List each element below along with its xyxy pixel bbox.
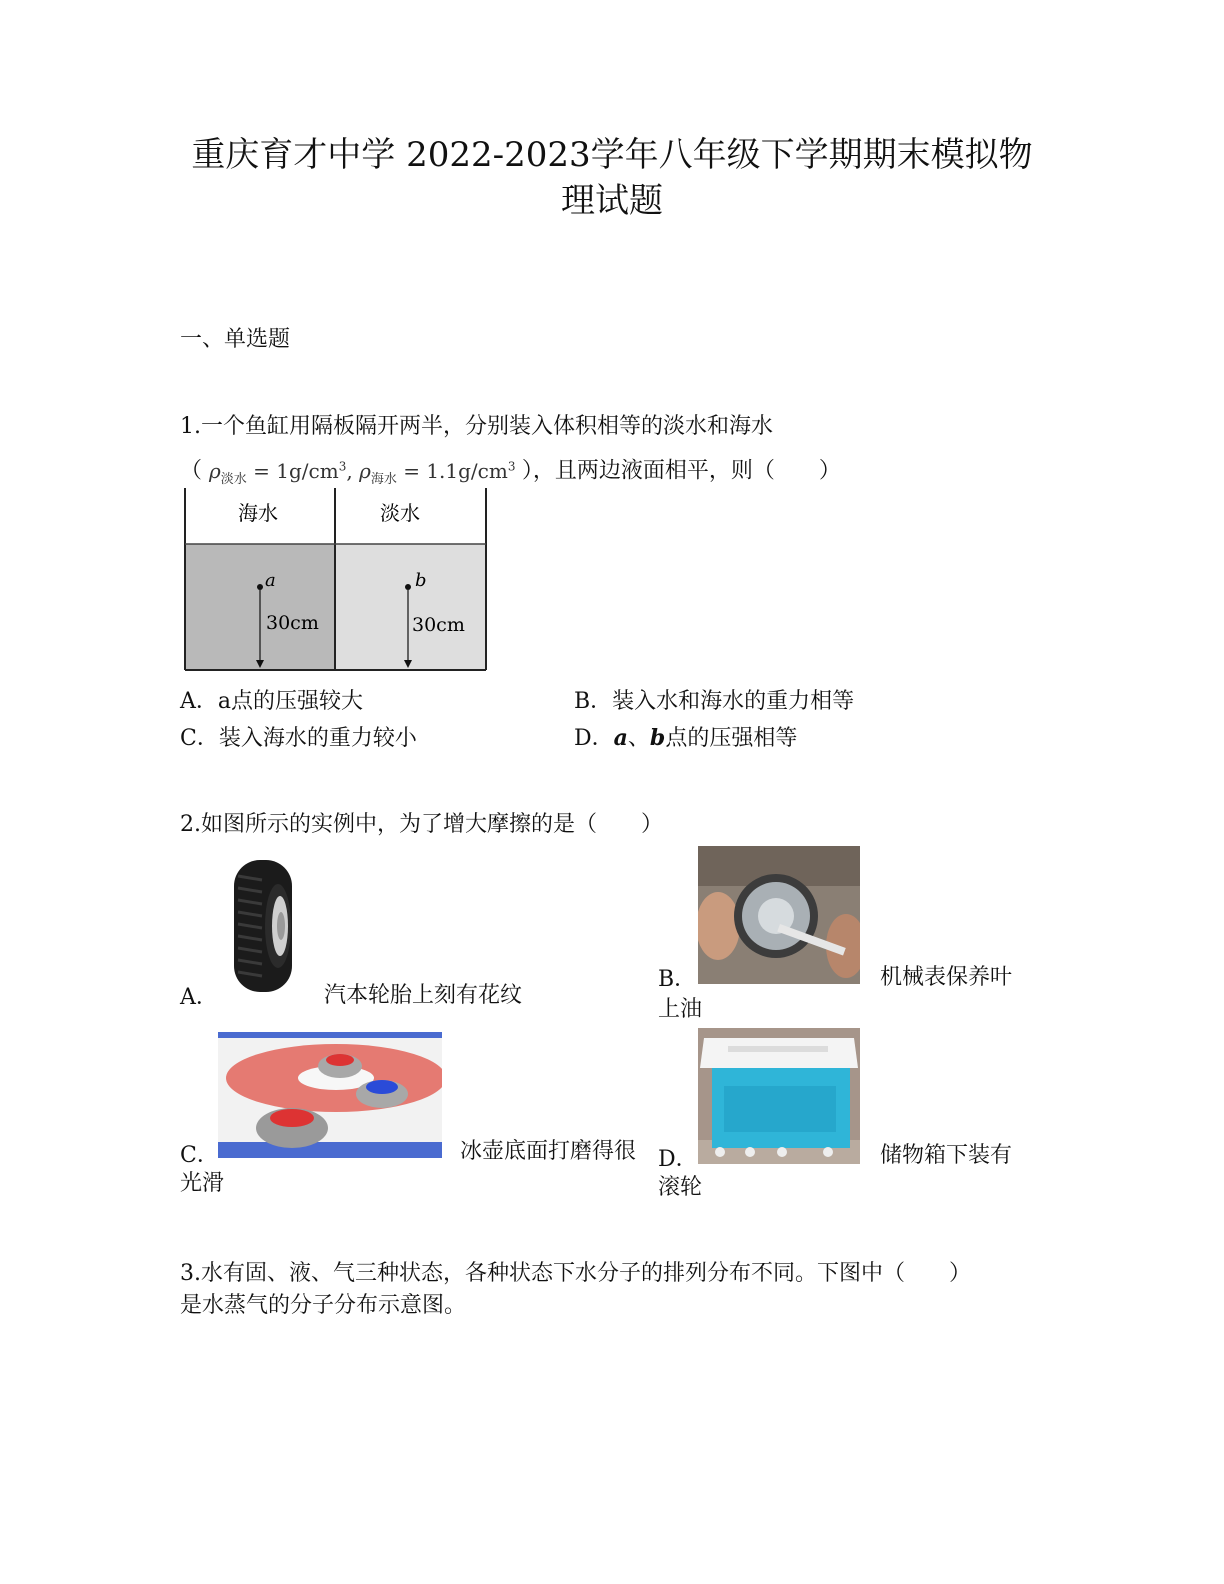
curling-image [218,1032,442,1158]
page-title-line1: 重庆育才中学 2022-2023学年八年级下学期期末模拟物 [191,135,1033,175]
section-heading: 一、单选题 [180,327,291,352]
q2-option-d[interactable]: D． [658,1147,698,1172]
q2-stem: 2.如图所示的实例中，为了增大摩擦的是（ ） [180,812,663,837]
q2-option-a-text: 汽本轮胎上刻有花纹 [324,983,523,1008]
point-a [257,584,263,590]
depth-a-label: 30cm [266,612,319,634]
tire-image [218,858,302,994]
q1-option-a[interactable]: A．a点的压强较大 [180,689,364,714]
q1-paren-open: （ [180,458,203,484]
q1-option-d-letter: D． [574,726,614,751]
q2-option-b-text2: 上油 [658,997,703,1022]
formula-comma: , [346,458,360,483]
q1-stem-line1: 1.一个鱼缸用隔板隔开两半，分别装入体积相等的淡水和海水 [180,414,773,439]
q1-option-d-sep: 、 [627,726,650,751]
q1-option-b[interactable]: B．装入水和海水的重力相等 [574,689,855,714]
q2-option-b[interactable]: B． [658,967,697,992]
q2-option-c-text2: 光滑 [180,1171,225,1196]
q1-option-d-b: b [649,725,666,751]
q2-option-a[interactable]: A． [180,985,218,1010]
sea-density: = 1.1g/cm [396,458,508,483]
q2-option-d-text2: 滚轮 [658,1175,703,1200]
point-b [405,584,411,590]
q3-stem-line2: 是水蒸气的分子分布示意图。 [180,1293,467,1318]
fresh-density-exp: 3 [338,459,347,473]
q1-option-c[interactable]: C．装入海水的重力较小 [180,726,417,751]
q1-option-d[interactable] [574,721,797,752]
sea-density-exp: 3 [507,459,516,473]
point-a-label: a [265,570,276,591]
page-title-line2: 理试题 [561,181,663,221]
q2-option-c[interactable]: C． [180,1143,219,1168]
fresh-water-fill [335,544,486,670]
q3-stem-line1: 3.水有固、液、气三种状态，各种状态下水分子的排列分布不同。下图中（ ） [180,1261,971,1286]
fresh-density: = 1g/cm [246,458,339,483]
q1-option-d-a: a [613,725,628,751]
q2-option-d-text: 储物箱下装有 [880,1143,1013,1168]
storage-box-image [698,1028,860,1164]
label-sea-water: 海水 [238,501,278,525]
q1-stem-tail: ），且两边液面相平，则（ ） [521,458,841,484]
rho-sea-sub: 海水 [370,471,397,487]
label-fresh-water: 淡水 [380,501,420,525]
q1-tank-figure [180,486,490,676]
point-b-label: b [415,570,427,591]
q1-formula: $\rho_{淡水} = 1g/cm^3$, $\rho_{海水} = 1.1g/cm^3$ [209,458,516,487]
depth-b-label: 30cm [412,614,465,636]
q2-option-b-text: 机械表保养叶 [880,965,1013,990]
q2-option-c-text: 冰壶底面打磨得很 [460,1139,637,1164]
rho-fresh-sub: 淡水 [220,471,247,487]
q1-option-d-text: 点的压强相等 [665,726,798,751]
watch-image [698,846,860,984]
